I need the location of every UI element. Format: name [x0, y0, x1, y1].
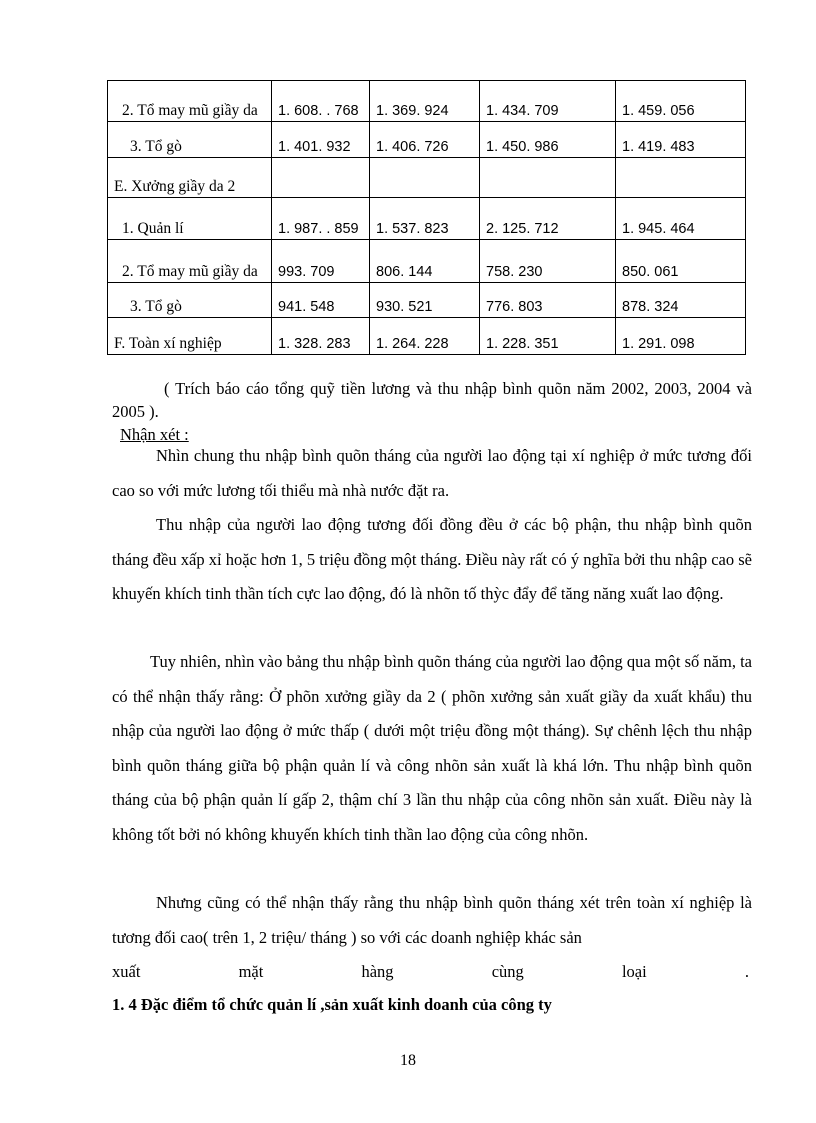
cell-value: 941. 548	[272, 283, 370, 318]
row-label: F. Toàn xí nghiệp	[108, 318, 272, 355]
row-label: 3. Tổ gò	[108, 122, 272, 158]
cell-value: 850. 061	[616, 240, 746, 283]
cell-value: 2. 125. 712	[480, 198, 616, 240]
cell-value: 1. 450. 986	[480, 122, 616, 158]
cell-value: 1. 434. 709	[480, 81, 616, 122]
cell-value: 1. 608. . 768	[272, 81, 370, 122]
table-row	[108, 198, 746, 240]
row-label: 2. Tổ may mũ giầy da	[108, 240, 272, 283]
row-label: 1. Quản lí	[108, 198, 272, 240]
cell-value: 758. 230	[480, 240, 616, 283]
cell-value: 806. 144	[370, 240, 480, 283]
cell-value: 1. 291. 098	[616, 318, 746, 355]
cell-value: 1. 987. . 859	[272, 198, 370, 240]
cell-value	[272, 158, 370, 198]
cell-value: 1. 328. 283	[272, 318, 370, 355]
cell-value: 878. 324	[616, 283, 746, 318]
table-row	[108, 122, 746, 158]
income-table	[107, 80, 746, 355]
cell-value: 1. 537. 823	[370, 198, 480, 240]
cell-value	[370, 158, 480, 198]
word: loại	[621, 962, 647, 981]
paragraph-4: Nhưng cũng có thể nhận thấy rằng thu nhập bình quõn tháng xét trên toàn xí nghiệp là tương đối cao( trên 1, 2 triệu/ tháng ) so với các doanh nghiệp khác sản	[112, 893, 752, 947]
word: cùng	[491, 962, 524, 981]
remark-heading: Nhận xét :	[120, 425, 189, 444]
cell-value: 1. 264. 228	[370, 318, 480, 355]
row-label: 3. Tổ gò	[108, 283, 272, 318]
cell-value: 993. 709	[272, 240, 370, 283]
source-note: ( Trích báo cáo tổng quỹ tiền lương và thu nhập bình quõn năm 2002, 2003, 2004 và 2005 ).	[112, 379, 752, 421]
cell-value: 776. 803	[480, 283, 616, 318]
cell-value: 1. 228. 351	[480, 318, 616, 355]
word: .	[744, 962, 749, 981]
paragraph-3: Tuy nhiên, nhìn vào bảng thu nhập bình quõn tháng của người lao động qua một số năm, ta có thể nhận thấy rằng: Ở phõn xưởng giầy da 2 ( phõn xưởng sản xuất giầy da xuất khẩu) thu nhập của người lao động ở mức thấp ( dưới một triệu đồng một tháng). Sự chênh lệch thu nhập bình quõn tháng giữa bộ phận quản lí và công nhõn sản xuất là khá lớn. Thu nhập bình quõn tháng của bộ phận quản lí gấp 2, thậm chí 3 lần thu nhập của công nhõn sản xuất. Điều này là không tốt bởi nó không khuyến khích tinh thần lao động của công nhõn.	[112, 652, 752, 844]
row-label: E. Xưởng giầy da 2	[108, 158, 272, 198]
table-row	[108, 240, 746, 283]
cell-value: 1. 945. 464	[616, 198, 746, 240]
cell-value: 1. 419. 483	[616, 122, 746, 158]
table-row	[108, 81, 746, 122]
cell-value	[616, 158, 746, 198]
table-row	[108, 318, 746, 355]
paragraph-4-last-line	[112, 955, 749, 990]
table-row	[108, 283, 746, 318]
cell-value	[480, 158, 616, 198]
row-label: 2. Tổ may mũ giầy da	[108, 81, 272, 122]
word: xuất	[112, 962, 141, 981]
cell-value: 930. 521	[370, 283, 480, 318]
cell-value: 1. 406. 726	[370, 122, 480, 158]
word: mặt	[238, 962, 264, 981]
paragraph-1: Nhìn chung thu nhập bình quõn tháng của người lao động tại xí nghiệp ở mức tương đối cao so với mức lương tối thiểu mà nhà nước đặt ra.	[112, 446, 752, 500]
page-number: 18	[400, 1052, 416, 1069]
cell-value: 1. 459. 056	[616, 81, 746, 122]
paragraph-2: Thu nhập của người lao động tương đối đồng đều ở các bộ phận, thu nhập bình quõn tháng đều xấp xỉ hoặc hơn 1, 5 triệu đồng một tháng. Điều này rất có ý nghĩa bởi thu nhập cao sẽ khuyến khích tinh thần tích cực lao động, đó là nhõn tố thỳc đẩy để tăng năng xuất lao động.	[112, 515, 752, 603]
section-heading: 1. 4 Đặc điểm tổ chức quản lí ,sản xuất kinh doanh của công ty	[112, 995, 552, 1014]
cell-value: 1. 401. 932	[272, 122, 370, 158]
table-row	[108, 158, 746, 198]
word: hàng	[361, 962, 394, 981]
cell-value: 1. 369. 924	[370, 81, 480, 122]
